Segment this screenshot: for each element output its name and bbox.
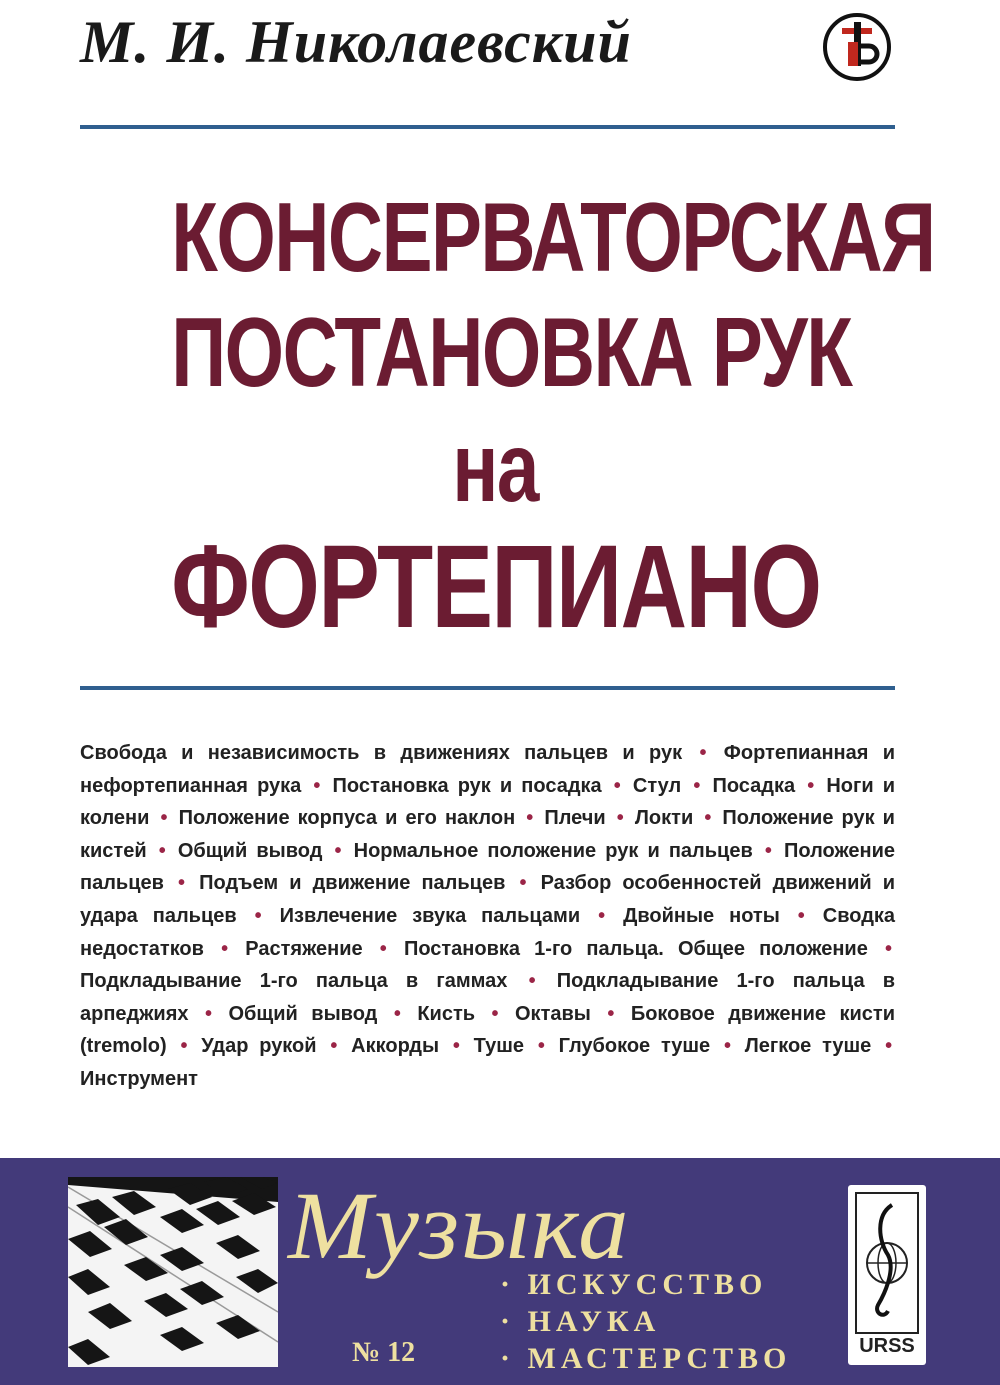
- bullet-separator: •: [537, 1035, 545, 1058]
- topic-item: Общий вывод: [177, 839, 323, 862]
- topics-list: [80, 737, 895, 1096]
- bullet-separator: •: [204, 1002, 212, 1025]
- topic-item: Фортепианная и нефортепианная рука: [80, 742, 895, 797]
- bullet-separator: •: [693, 774, 701, 797]
- bullet-separator: •: [178, 872, 186, 895]
- topic-item: Посадка: [712, 774, 796, 797]
- bullet-separator: •: [313, 774, 321, 797]
- topic-item: Подкладывание 1-го пальца в гаммах: [80, 970, 508, 993]
- topic-item: Положение пальцев: [80, 839, 896, 895]
- title-line-1: КОНСЕРВАТОРСКАЯ: [171, 182, 935, 292]
- topic-item: Ноги и колени: [80, 774, 896, 830]
- topic-item: Положение корпуса и его наклон: [178, 807, 516, 830]
- book-title: [80, 180, 935, 653]
- title-line-3: на: [452, 412, 538, 522]
- bullet-separator: •: [885, 937, 893, 960]
- topic-item: Постановка 1-го пальца. Общее положение: [403, 937, 868, 960]
- urss-logo: [848, 1185, 926, 1365]
- title-line-4: ФОРТЕПИАНО: [171, 521, 821, 653]
- bullet-separator: •: [491, 1002, 499, 1025]
- bullet-separator: •: [393, 1002, 401, 1025]
- bullet-separator: •: [452, 1035, 460, 1058]
- series-number: № 12: [352, 1337, 416, 1368]
- urss-label: URSS: [859, 1335, 915, 1357]
- topic-item: Легкое туше: [744, 1035, 872, 1058]
- title-line-2: ПОСТАНОВКА РУК: [171, 297, 852, 407]
- series-subtitle-mastery: · МАСТЕРСТВО: [500, 1342, 792, 1375]
- topic-item: Постановка рук и посадка: [332, 774, 602, 797]
- bullet-separator: •: [704, 807, 712, 830]
- bullet-separator: •: [598, 904, 606, 927]
- topic-item: Общий вывод: [228, 1002, 378, 1025]
- topic-item: Свобода и независимость в движениях пальцев и рук: [80, 742, 683, 764]
- bullet-separator: •: [254, 904, 262, 927]
- bullet-separator: •: [180, 1035, 188, 1058]
- topic-item: Кисть: [417, 1002, 476, 1025]
- bullet-separator: •: [616, 807, 624, 830]
- bullet-separator: •: [885, 1035, 893, 1058]
- topic-item: Положение рук и кистей: [80, 807, 895, 862]
- topic-item: Октавы: [515, 1002, 591, 1025]
- topic-item: Инструмент: [80, 1067, 198, 1090]
- bullet-separator: •: [699, 742, 707, 764]
- topic-item: Стул: [632, 774, 682, 797]
- bullet-separator: •: [528, 970, 536, 993]
- topic-item: Нормальное положение рук и пальцев: [353, 839, 753, 862]
- publisher-logo-icon: [822, 12, 892, 82]
- bullet-separator: •: [613, 774, 621, 797]
- bottom-divider: [80, 686, 895, 690]
- topic-item: Сводка недостатков: [80, 904, 896, 960]
- bullet-separator: •: [160, 807, 168, 830]
- piano-keys-image: [68, 1177, 278, 1367]
- topic-item: Туше: [473, 1035, 525, 1058]
- bullet-separator: •: [764, 839, 772, 862]
- bullet-separator: •: [797, 904, 805, 927]
- topic-item: Подъем и движение пальцев: [199, 872, 506, 895]
- bullet-separator: •: [221, 937, 229, 960]
- bullet-separator: •: [334, 839, 342, 862]
- series-subtitle-art: · ИСКУССТВО: [500, 1268, 768, 1301]
- top-divider: [80, 125, 895, 129]
- bullet-separator: •: [519, 872, 527, 895]
- bullet-separator: •: [158, 839, 166, 862]
- topic-item: Двойные ноты: [623, 904, 780, 927]
- bullet-separator: •: [526, 807, 534, 830]
- author-name: М. И. Николаевский: [80, 9, 632, 75]
- topic-item: Плечи: [544, 807, 606, 830]
- topic-item: Аккорды: [351, 1035, 440, 1058]
- bullet-separator: •: [330, 1035, 338, 1058]
- bullet-separator: •: [607, 1002, 615, 1025]
- topic-item: Извлечение звука пальцами: [279, 904, 581, 927]
- bullet-separator: •: [723, 1035, 731, 1058]
- topic-item: Растяжение: [245, 937, 363, 960]
- bullet-separator: •: [379, 937, 387, 960]
- topic-item: Боковое движение кисти (tremolo): [80, 1002, 896, 1058]
- topic-item: Разбор особенностей движений и удара пальцев: [80, 872, 896, 927]
- topic-item: Локти: [634, 807, 694, 830]
- bullet-separator: •: [807, 774, 815, 797]
- series-subtitle-science: · НАУКА: [500, 1305, 661, 1338]
- topic-item: Глубокое туше: [558, 1035, 711, 1058]
- topic-item: Подкладывание 1-го пальца в арпеджиях: [80, 970, 896, 1025]
- series-name: Музыка: [288, 1172, 631, 1279]
- topic-item: Удар рукой: [201, 1035, 317, 1058]
